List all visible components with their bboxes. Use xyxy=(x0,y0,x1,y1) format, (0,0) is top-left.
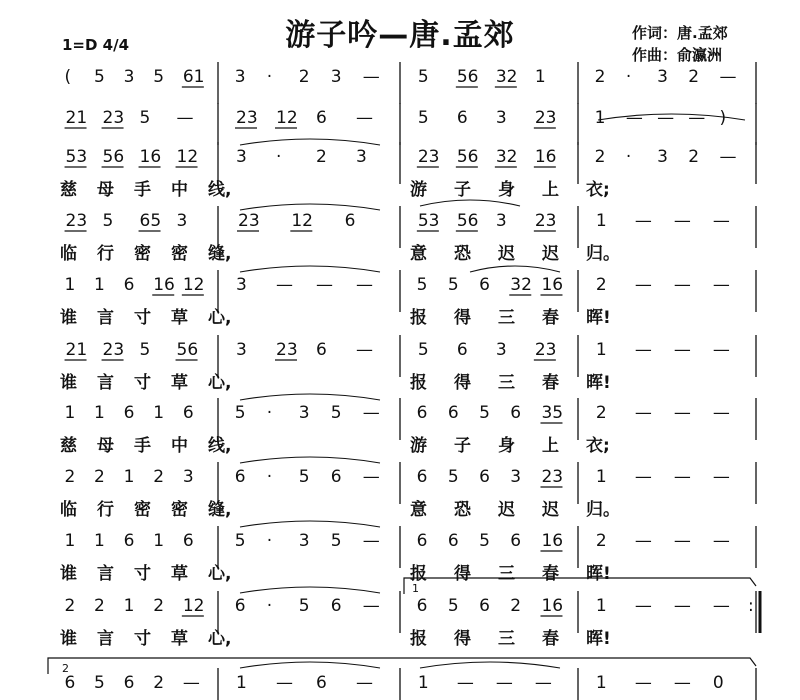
slur-arc xyxy=(240,139,380,145)
note: 56 xyxy=(176,340,199,360)
note: 6 xyxy=(182,531,194,551)
lyric-char: 密 xyxy=(134,500,151,520)
note: 2 xyxy=(510,596,522,616)
note: 23 xyxy=(65,211,88,231)
note: 23 xyxy=(417,147,440,167)
lyric-char: 子 xyxy=(454,180,471,200)
lyric-char: 心, xyxy=(208,629,232,649)
note: 32 xyxy=(495,67,518,87)
lyric-char: 言 xyxy=(97,629,114,649)
lyric-char: 母 xyxy=(97,180,114,200)
lyric-char: 草 xyxy=(171,308,188,328)
note: 2 xyxy=(94,467,105,487)
lyric-char: 行 xyxy=(97,500,114,520)
note: 1 xyxy=(123,467,135,487)
note: 5 xyxy=(479,403,490,423)
note: 5 xyxy=(330,403,342,423)
lyric-char: 报 xyxy=(410,373,427,393)
slur-arc xyxy=(420,200,520,206)
lyric-char: 手 xyxy=(134,436,151,456)
note: 3 xyxy=(298,403,310,423)
lyric-char: 临 xyxy=(60,500,77,520)
note: 5 xyxy=(416,275,428,295)
lyric-char: 手 xyxy=(134,180,151,200)
lyric-char: 归。 xyxy=(586,500,620,520)
note: 2 xyxy=(594,67,606,87)
note: — xyxy=(712,403,730,423)
note: 21 xyxy=(65,108,88,128)
note: 12 xyxy=(182,275,205,295)
note: 3 xyxy=(123,67,135,87)
note: 12 xyxy=(276,108,298,128)
lyric-char: 线, xyxy=(208,180,232,200)
note: 6 xyxy=(447,531,459,551)
lyric-char: 游 xyxy=(410,436,427,456)
lyric-char: 心, xyxy=(208,373,232,393)
lyric-char: 春 xyxy=(542,373,559,393)
note: — xyxy=(657,108,675,128)
note: — xyxy=(495,673,513,693)
note: 0 xyxy=(712,673,724,693)
note: 6 xyxy=(234,467,246,487)
note: — xyxy=(673,275,691,295)
lyric-char: 密 xyxy=(171,244,188,264)
slur-arc xyxy=(240,587,380,593)
note: 6 xyxy=(447,403,459,423)
lyric-char: 谁 xyxy=(60,629,77,649)
lyric-char: 三 xyxy=(498,373,515,393)
note: 23 xyxy=(102,340,125,360)
note: 1 xyxy=(594,108,606,128)
note: 6 xyxy=(479,467,490,487)
slur-arc xyxy=(240,394,380,400)
note: ) xyxy=(719,108,727,128)
note: 5 xyxy=(298,467,310,487)
note: 5 xyxy=(102,211,114,231)
note: 2 xyxy=(153,673,165,693)
note: 5 xyxy=(139,108,151,128)
note: — xyxy=(712,467,730,487)
lyric-char: 报 xyxy=(410,308,427,328)
note: — xyxy=(362,67,380,87)
note: 2 xyxy=(595,275,607,295)
note: 1 xyxy=(64,275,76,295)
note: 6 xyxy=(456,108,468,128)
note: · xyxy=(266,403,273,423)
note: 6 xyxy=(416,596,428,616)
note: 3 xyxy=(234,67,246,87)
lyric-char: 母 xyxy=(97,436,114,456)
note: 1 xyxy=(595,340,607,360)
note: 3 xyxy=(495,340,507,360)
lyric-char: 报 xyxy=(410,629,427,649)
note: — xyxy=(356,275,373,295)
note: — xyxy=(362,467,380,487)
note: · xyxy=(266,596,273,616)
note: 56 xyxy=(456,67,479,87)
note: 6 xyxy=(416,531,428,551)
note: 3 xyxy=(330,67,342,87)
lyric-char: 上 xyxy=(542,436,559,456)
note: 56 xyxy=(456,147,479,167)
note: 1 xyxy=(123,596,135,616)
lyric-char: 春 xyxy=(542,308,559,328)
note: — xyxy=(456,673,474,693)
note: — xyxy=(362,403,380,423)
note: 6 xyxy=(479,275,490,295)
lyric-char: 身 xyxy=(498,180,515,200)
volta-bracket-2 xyxy=(48,658,756,674)
note: 1 xyxy=(595,596,607,616)
note: 5 xyxy=(94,67,105,87)
note: — xyxy=(362,531,380,551)
lyric-char: 得 xyxy=(454,308,471,328)
note: 23 xyxy=(236,108,258,128)
lyric-char: 中 xyxy=(171,180,188,200)
lyric-char: 言 xyxy=(97,373,114,393)
note: 1 xyxy=(417,673,429,693)
slur-arc xyxy=(420,662,560,668)
note: — xyxy=(634,403,652,423)
lyric-char: 线, xyxy=(208,436,232,456)
slur-arc xyxy=(240,266,380,272)
note: 6 xyxy=(416,403,428,423)
lyric-char: 谁 xyxy=(60,373,77,393)
lyric-char: 晖! xyxy=(586,629,611,649)
note: 16 xyxy=(541,531,564,551)
lyric-char: 迟 xyxy=(542,500,559,520)
lyric-char: 心, xyxy=(208,564,232,584)
note: — xyxy=(673,596,691,616)
note: · xyxy=(266,67,273,87)
note: — xyxy=(276,275,293,295)
lyric-char: 身 xyxy=(498,436,515,456)
slur-arc xyxy=(240,204,380,210)
note: 1 xyxy=(153,403,165,423)
note: 3 xyxy=(356,147,367,167)
note: 2 xyxy=(594,147,606,167)
note: 61 xyxy=(182,67,205,87)
note: 56 xyxy=(456,211,479,231)
lyric-char: 寸 xyxy=(134,629,151,649)
lyric-char: 春 xyxy=(542,629,559,649)
note: · xyxy=(625,147,632,167)
note: 3 xyxy=(298,531,310,551)
note: 3 xyxy=(182,467,194,487)
note: 35 xyxy=(541,403,564,423)
note: 1 xyxy=(64,403,76,423)
note: 6 xyxy=(123,403,135,423)
note: 65 xyxy=(139,211,162,231)
note: 3 xyxy=(657,67,668,87)
lyric-char: 迟 xyxy=(542,244,559,264)
lyric-char: 衣; xyxy=(586,180,610,200)
note: 2 xyxy=(595,403,607,423)
lyric-char: 归。 xyxy=(586,244,620,264)
lyric-char: 缝, xyxy=(208,500,232,520)
note: 2 xyxy=(298,67,310,87)
note: 5 xyxy=(234,403,246,423)
note: 1 xyxy=(64,531,76,551)
note: 3 xyxy=(657,147,668,167)
lyric-char: 游 xyxy=(410,180,427,200)
note: — xyxy=(625,108,643,128)
note: 16 xyxy=(153,275,175,295)
note: 23 xyxy=(541,467,564,487)
note: — xyxy=(673,673,691,693)
note: 1 xyxy=(534,67,546,87)
lyric-char: 报 xyxy=(410,564,427,584)
slur-arc xyxy=(470,266,560,272)
note: 12 xyxy=(176,147,199,167)
lyric-char: 恐 xyxy=(454,500,471,520)
lyric-char: 谁 xyxy=(60,564,77,584)
note: 23 xyxy=(102,108,125,128)
note: · xyxy=(625,67,632,87)
volta-label: 1 xyxy=(412,582,419,595)
lyric-char: 缝, xyxy=(208,244,232,264)
lyric-char: 三 xyxy=(498,629,515,649)
lyric-char: 晖! xyxy=(586,373,611,393)
lyric-char: 上 xyxy=(542,180,559,200)
note: 6 xyxy=(182,403,194,423)
lyric-char: 中 xyxy=(171,436,188,456)
note: 6 xyxy=(510,403,522,423)
lyric-char: 慈 xyxy=(60,180,77,200)
note: 5 xyxy=(417,340,429,360)
note: · xyxy=(276,147,282,167)
lyric-char: 晖! xyxy=(586,564,611,584)
note: 6 xyxy=(510,531,522,551)
lyric-char: 春 xyxy=(542,564,559,584)
note: 5 xyxy=(94,673,105,693)
note: 6 xyxy=(316,673,327,693)
lyric-char: 慈 xyxy=(60,436,77,456)
note: 16 xyxy=(534,147,557,167)
lyric-char: 草 xyxy=(171,629,188,649)
note: 6 xyxy=(330,596,342,616)
lyric-char: 草 xyxy=(171,564,188,584)
note: 2 xyxy=(94,596,105,616)
song-title: 游子吟—唐.孟郊 xyxy=(285,18,515,53)
note: — xyxy=(712,596,730,616)
lyric-char: 寸 xyxy=(134,564,151,584)
note: 6 xyxy=(456,340,468,360)
note: 3 xyxy=(236,275,247,295)
note: 1 xyxy=(595,211,607,231)
volta-label: 2 xyxy=(62,662,69,675)
note: 6 xyxy=(416,467,428,487)
note: 5 xyxy=(139,340,151,360)
note: 3 xyxy=(236,147,247,167)
lyric-char: 迟 xyxy=(498,244,515,264)
note: 5 xyxy=(447,596,459,616)
note: 23 xyxy=(276,340,298,360)
note: 5 xyxy=(298,596,310,616)
note: 6 xyxy=(330,467,342,487)
note: — xyxy=(176,108,194,128)
note: 3 xyxy=(236,340,247,360)
lyric-char: 意 xyxy=(410,500,427,520)
note: — xyxy=(362,596,380,616)
lyric-char: 三 xyxy=(498,308,515,328)
note: 23 xyxy=(534,211,557,231)
note: 6 xyxy=(316,340,327,360)
note: — xyxy=(634,275,652,295)
note: 53 xyxy=(65,147,88,167)
lyric-char: 三 xyxy=(498,564,515,584)
note: 23 xyxy=(534,108,557,128)
note: 2 xyxy=(595,531,607,551)
note: 3 xyxy=(495,211,507,231)
note: — xyxy=(712,531,730,551)
lyric-char: 衣; xyxy=(586,436,610,456)
note: 6 xyxy=(234,596,246,616)
note: 6 xyxy=(316,108,327,128)
note: 3 xyxy=(510,467,522,487)
note: — xyxy=(673,467,691,487)
lyric-char: 草 xyxy=(171,373,188,393)
note: 16 xyxy=(541,596,564,616)
lyric-char: 得 xyxy=(454,564,471,584)
note: 5 xyxy=(447,467,459,487)
note: 3 xyxy=(176,211,188,231)
note: 1 xyxy=(595,467,607,487)
note: 1 xyxy=(94,531,105,551)
note: 5 xyxy=(234,531,246,551)
note: — xyxy=(712,211,730,231)
note: — xyxy=(316,275,333,295)
note: 5 xyxy=(447,275,459,295)
note: 2 xyxy=(64,467,76,487)
note: 6 xyxy=(123,275,135,295)
note: — xyxy=(634,467,652,487)
lyric-char: 言 xyxy=(97,564,114,584)
note: — xyxy=(673,340,691,360)
note: 12 xyxy=(291,211,313,231)
note: 2 xyxy=(688,67,700,87)
note: 1 xyxy=(94,275,105,295)
note: 6 xyxy=(64,673,76,693)
lyric-char: 密 xyxy=(134,244,151,264)
note: — xyxy=(673,211,691,231)
note: 32 xyxy=(495,147,518,167)
lyric-char: 言 xyxy=(97,308,114,328)
note: 2 xyxy=(64,596,76,616)
note: — xyxy=(276,673,293,693)
note: — xyxy=(634,211,652,231)
note: — xyxy=(634,673,652,693)
note: 23 xyxy=(534,340,557,360)
note: 2 xyxy=(316,147,327,167)
note: — xyxy=(719,147,737,167)
note: · xyxy=(266,531,273,551)
note: 2 xyxy=(153,596,165,616)
note: — xyxy=(688,108,706,128)
lyric-char: 迟 xyxy=(498,500,515,520)
note: — xyxy=(534,673,552,693)
slur-arc xyxy=(240,457,380,463)
note: 21 xyxy=(65,340,88,360)
note: — xyxy=(356,673,373,693)
note: — xyxy=(634,340,652,360)
note: — xyxy=(673,531,691,551)
note: 1 xyxy=(94,403,105,423)
composer-credit: 作曲：俞瀛洲 xyxy=(632,46,723,64)
note: 5 xyxy=(330,531,342,551)
note: · xyxy=(266,467,273,487)
note: — xyxy=(673,403,691,423)
note: — xyxy=(356,340,373,360)
lyric-char: 晖! xyxy=(586,308,611,328)
note: 56 xyxy=(102,147,125,167)
note: 23 xyxy=(238,211,260,231)
note: 5 xyxy=(479,531,490,551)
note: 5 xyxy=(153,67,165,87)
note: 5 xyxy=(417,67,429,87)
note: 1 xyxy=(153,531,165,551)
lyric-char: 心, xyxy=(208,308,232,328)
note: 2 xyxy=(153,467,165,487)
lyric-char: 得 xyxy=(454,373,471,393)
note: 6 xyxy=(123,531,135,551)
note: 32 xyxy=(510,275,532,295)
lyricist-credit: 作词：唐.孟郊 xyxy=(632,24,728,42)
note: 1 xyxy=(236,673,247,693)
note: 53 xyxy=(417,211,440,231)
note: 3 xyxy=(495,108,507,128)
key-signature: 1=D 4/4 xyxy=(62,36,130,54)
note: — xyxy=(634,531,652,551)
lyric-char: 子 xyxy=(454,436,471,456)
note: — xyxy=(712,275,730,295)
lyric-char: 谁 xyxy=(60,308,77,328)
lyric-char: 临 xyxy=(60,244,77,264)
note: — xyxy=(719,67,737,87)
note: 6 xyxy=(344,211,356,231)
lyric-char: 意 xyxy=(410,244,427,264)
note: 6 xyxy=(123,673,135,693)
note: 16 xyxy=(541,275,564,295)
slur-arc xyxy=(240,662,380,668)
note: — xyxy=(182,673,200,693)
note: 16 xyxy=(139,147,162,167)
lyric-char: 恐 xyxy=(454,244,471,264)
note: 12 xyxy=(182,596,205,616)
note: 1 xyxy=(595,673,607,693)
note: — xyxy=(712,340,730,360)
repeat-dots: : xyxy=(748,596,754,616)
note: ( xyxy=(64,67,72,87)
lyric-char: 得 xyxy=(454,629,471,649)
lyric-char: 行 xyxy=(97,244,114,264)
note: 2 xyxy=(688,147,700,167)
slur-arc xyxy=(240,521,380,527)
lyric-char: 寸 xyxy=(134,373,151,393)
lyric-char: 密 xyxy=(171,500,188,520)
note: — xyxy=(356,108,373,128)
note: — xyxy=(634,596,652,616)
note: 6 xyxy=(479,596,490,616)
lyric-char: 寸 xyxy=(134,308,151,328)
note: 5 xyxy=(417,108,429,128)
